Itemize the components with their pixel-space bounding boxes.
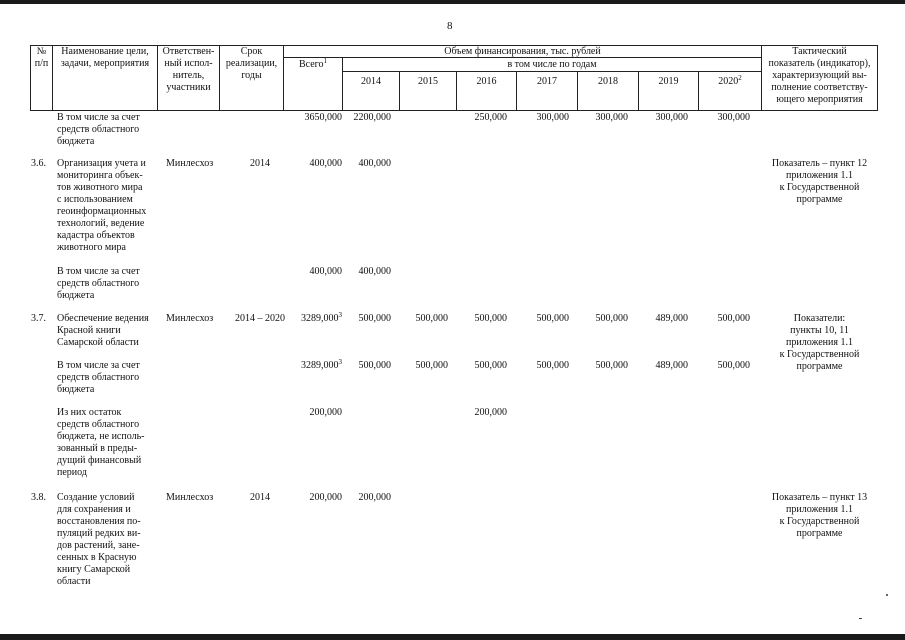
- header-year-2014: 2014: [361, 76, 381, 87]
- name-line: бюджета: [57, 290, 95, 301]
- cell-y2017: [517, 112, 569, 124]
- header-name: Наименование цели, задачи, мероприятия: [60, 46, 150, 69]
- name-line: Самарской области: [57, 337, 139, 348]
- cell-num: [31, 492, 55, 504]
- cell-value: 489,000: [655, 313, 688, 324]
- cell-value: 200,000: [358, 492, 391, 503]
- bottom-border: [0, 634, 905, 640]
- cell-value: 400,000: [358, 158, 391, 169]
- cell-y2016: [457, 112, 507, 124]
- cell-value: 300,000: [655, 112, 688, 123]
- cell-total: [284, 313, 342, 325]
- indicator-line: программе: [796, 361, 843, 372]
- cell-value: 3.7.: [31, 313, 46, 324]
- cell-value: 400,000: [358, 266, 391, 277]
- cell-value: 500,000: [717, 360, 750, 371]
- footnote-mark: 3: [338, 311, 342, 319]
- page-number: 8: [447, 20, 453, 32]
- cell-y2018: [578, 360, 628, 372]
- name-line: тов животного мира: [57, 182, 143, 193]
- cell-value: Минлесхоз: [166, 158, 214, 169]
- cell-value: 200,000: [309, 407, 342, 418]
- cell-value: 2014: [250, 492, 270, 503]
- name-line: В том числе за счет: [57, 360, 140, 371]
- cell-num: [31, 158, 55, 170]
- indicator-line: Показатель – пункт 13: [771, 492, 868, 503]
- cell-y2017: [517, 360, 569, 372]
- cell-name: [57, 407, 157, 479]
- cell-y2019: [639, 360, 688, 372]
- cell-name: [57, 492, 157, 588]
- name-line: средств областного: [57, 419, 140, 430]
- cell-resp: [166, 158, 226, 170]
- name-line: мониторинга объек-: [57, 170, 143, 181]
- cell-value: 500,000: [595, 360, 628, 371]
- name-line: бюджета, не исполь-: [57, 431, 145, 442]
- indicator-line: приложения 1.1: [786, 170, 853, 181]
- cell-y2016: [457, 313, 507, 325]
- cell-value: 3289,000: [301, 360, 339, 371]
- name-line: дов растений, зане-: [57, 540, 140, 551]
- indicator-line: к Государственной: [779, 516, 860, 527]
- cell-y2018: [578, 112, 628, 124]
- cell-y2014: [343, 266, 391, 278]
- indicator-line: пункты 10, 11: [790, 325, 849, 336]
- name-line: Организация учета и: [57, 158, 146, 169]
- cell-value: 400,000: [309, 158, 342, 169]
- name-line: книгу Самарской: [57, 564, 131, 575]
- indicator-line: приложения 1.1: [786, 504, 853, 515]
- top-border: [0, 0, 905, 4]
- indicator-line: программе: [796, 194, 843, 205]
- col-line: [877, 45, 878, 111]
- name-line: средств областного: [57, 124, 140, 135]
- name-line: бюджета: [57, 136, 95, 147]
- name-line: Создание условий: [57, 492, 135, 503]
- cell-value: 489,000: [655, 360, 688, 371]
- cell-y2016: [457, 407, 507, 419]
- cell-value: 500,000: [717, 313, 750, 324]
- cell-value: 500,000: [415, 313, 448, 324]
- name-line: геоинформационных: [57, 206, 147, 217]
- indicator-line: Показатели:: [793, 313, 846, 324]
- cell-value: 300,000: [536, 112, 569, 123]
- cell-y2014: [343, 313, 391, 325]
- cell-y2020: [699, 112, 750, 124]
- cell-name: [57, 313, 157, 349]
- cell-name: [57, 266, 157, 302]
- cell-value: 2200,000: [353, 112, 391, 123]
- name-line: технологий, ведение: [57, 218, 145, 229]
- header-year-2019: 2019: [658, 76, 679, 87]
- name-line: период: [57, 467, 87, 478]
- cell-value: 500,000: [474, 360, 507, 371]
- header-indicator: Тактический показатель (индикатор), характеризующий вы- полнение соответству- ющего мероприятия: [768, 46, 871, 105]
- name-line: Из них остаток: [57, 407, 122, 418]
- cell-value: 500,000: [358, 360, 391, 371]
- footnote-mark: 3: [338, 358, 342, 366]
- cell-total: [284, 266, 342, 278]
- cell-value: 2014 – 2020: [235, 313, 285, 324]
- header-year-2017: 2017: [537, 76, 557, 87]
- header-term: Срок реализации, годы: [225, 46, 278, 81]
- name-line: средств областного: [57, 372, 140, 383]
- cell-indicator: [762, 313, 877, 373]
- cell-num: [31, 313, 55, 325]
- cell-value: Минлесхоз: [166, 313, 214, 324]
- name-line: дущий финансовый: [57, 455, 142, 466]
- header-year-2016: 2016: [476, 76, 497, 87]
- header-num: № п/п: [34, 46, 49, 69]
- header-year-2015: 2015: [418, 76, 438, 87]
- name-line: с использованием: [57, 194, 133, 205]
- cell-value: 3.8.: [31, 492, 46, 503]
- cell-y2019: [639, 112, 688, 124]
- name-line: восстановления по-: [57, 516, 141, 527]
- cell-value: 2014: [250, 158, 270, 169]
- cell-value: 3.6.: [31, 158, 46, 169]
- cell-name: [57, 158, 157, 254]
- cell-value: 500,000: [536, 313, 569, 324]
- cell-resp: [166, 492, 226, 504]
- cell-value: 3289,000: [301, 313, 339, 324]
- name-line: кадастра объектов: [57, 230, 135, 241]
- cell-value: 500,000: [536, 360, 569, 371]
- cell-value: 250,000: [474, 112, 507, 123]
- header-year-2020: 2020$^2$: [718, 74, 742, 87]
- indicator-line: приложения 1.1: [786, 337, 853, 348]
- cell-value: 3650,000: [304, 112, 342, 123]
- cell-total: [284, 360, 342, 372]
- header-year-2018: 2018: [598, 76, 618, 87]
- cell-value: 200,000: [474, 407, 507, 418]
- cell-value: Минлесхоз: [166, 492, 214, 503]
- cell-value: 500,000: [474, 313, 507, 324]
- cell-name: [57, 112, 157, 148]
- indicator-line: к Государственной: [779, 349, 860, 360]
- cell-indicator: [762, 158, 877, 206]
- cell-y2018: [578, 313, 628, 325]
- name-line: зованный в преды-: [57, 443, 138, 454]
- cell-y2014: [343, 360, 391, 372]
- cell-indicator: [762, 492, 877, 540]
- cell-total: [284, 492, 342, 504]
- cell-total: [284, 158, 342, 170]
- header-by-years: в том числе по годам: [507, 59, 597, 70]
- cell-total: [284, 112, 342, 124]
- name-line: Красной книги: [57, 325, 121, 336]
- header-responsible: Ответствен- ный испол- нитель, участники: [162, 46, 215, 93]
- name-line: средств областного: [57, 278, 140, 289]
- cell-y2017: [517, 313, 569, 325]
- cell-y2014: [343, 158, 391, 170]
- name-line: В том числе за счет: [57, 112, 140, 123]
- name-line: животного мира: [57, 242, 126, 253]
- scan-speck: [886, 594, 888, 596]
- cell-y2015: [400, 360, 448, 372]
- name-line: бюджета: [57, 384, 95, 395]
- cell-y2014: [343, 492, 391, 504]
- name-line: области: [57, 576, 91, 587]
- cell-y2019: [639, 313, 688, 325]
- cell-y2015: [400, 313, 448, 325]
- name-line: В том числе за счет: [57, 266, 140, 277]
- cell-resp: [166, 313, 226, 325]
- cell-value: 400,000: [309, 266, 342, 277]
- cell-total: [284, 407, 342, 419]
- cell-value: 200,000: [309, 492, 342, 503]
- indicator-line: к Государственной: [779, 182, 860, 193]
- name-line: сенных в Красную: [57, 552, 137, 563]
- name-line: для сохранения и: [57, 504, 131, 515]
- header-funding: Объем финансирования, тыс. рублей: [444, 46, 601, 57]
- scan-speck: [859, 618, 862, 619]
- name-line: Обеспечение ведения: [57, 313, 149, 324]
- header-total: Всего$^1$: [298, 57, 328, 70]
- indicator-line: Показатель – пункт 12: [771, 158, 868, 169]
- cell-value: 300,000: [595, 112, 628, 123]
- name-line: пуляций редких ви-: [57, 528, 141, 539]
- cell-y2014: [343, 112, 391, 124]
- cell-value: 500,000: [595, 313, 628, 324]
- cell-value: 500,000: [415, 360, 448, 371]
- cell-y2020: [699, 313, 750, 325]
- indicator-line: программе: [796, 528, 843, 539]
- cell-y2016: [457, 360, 507, 372]
- cell-value: 500,000: [358, 313, 391, 324]
- cell-name: [57, 360, 157, 396]
- cell-value: 300,000: [717, 112, 750, 123]
- cell-y2020: [699, 360, 750, 372]
